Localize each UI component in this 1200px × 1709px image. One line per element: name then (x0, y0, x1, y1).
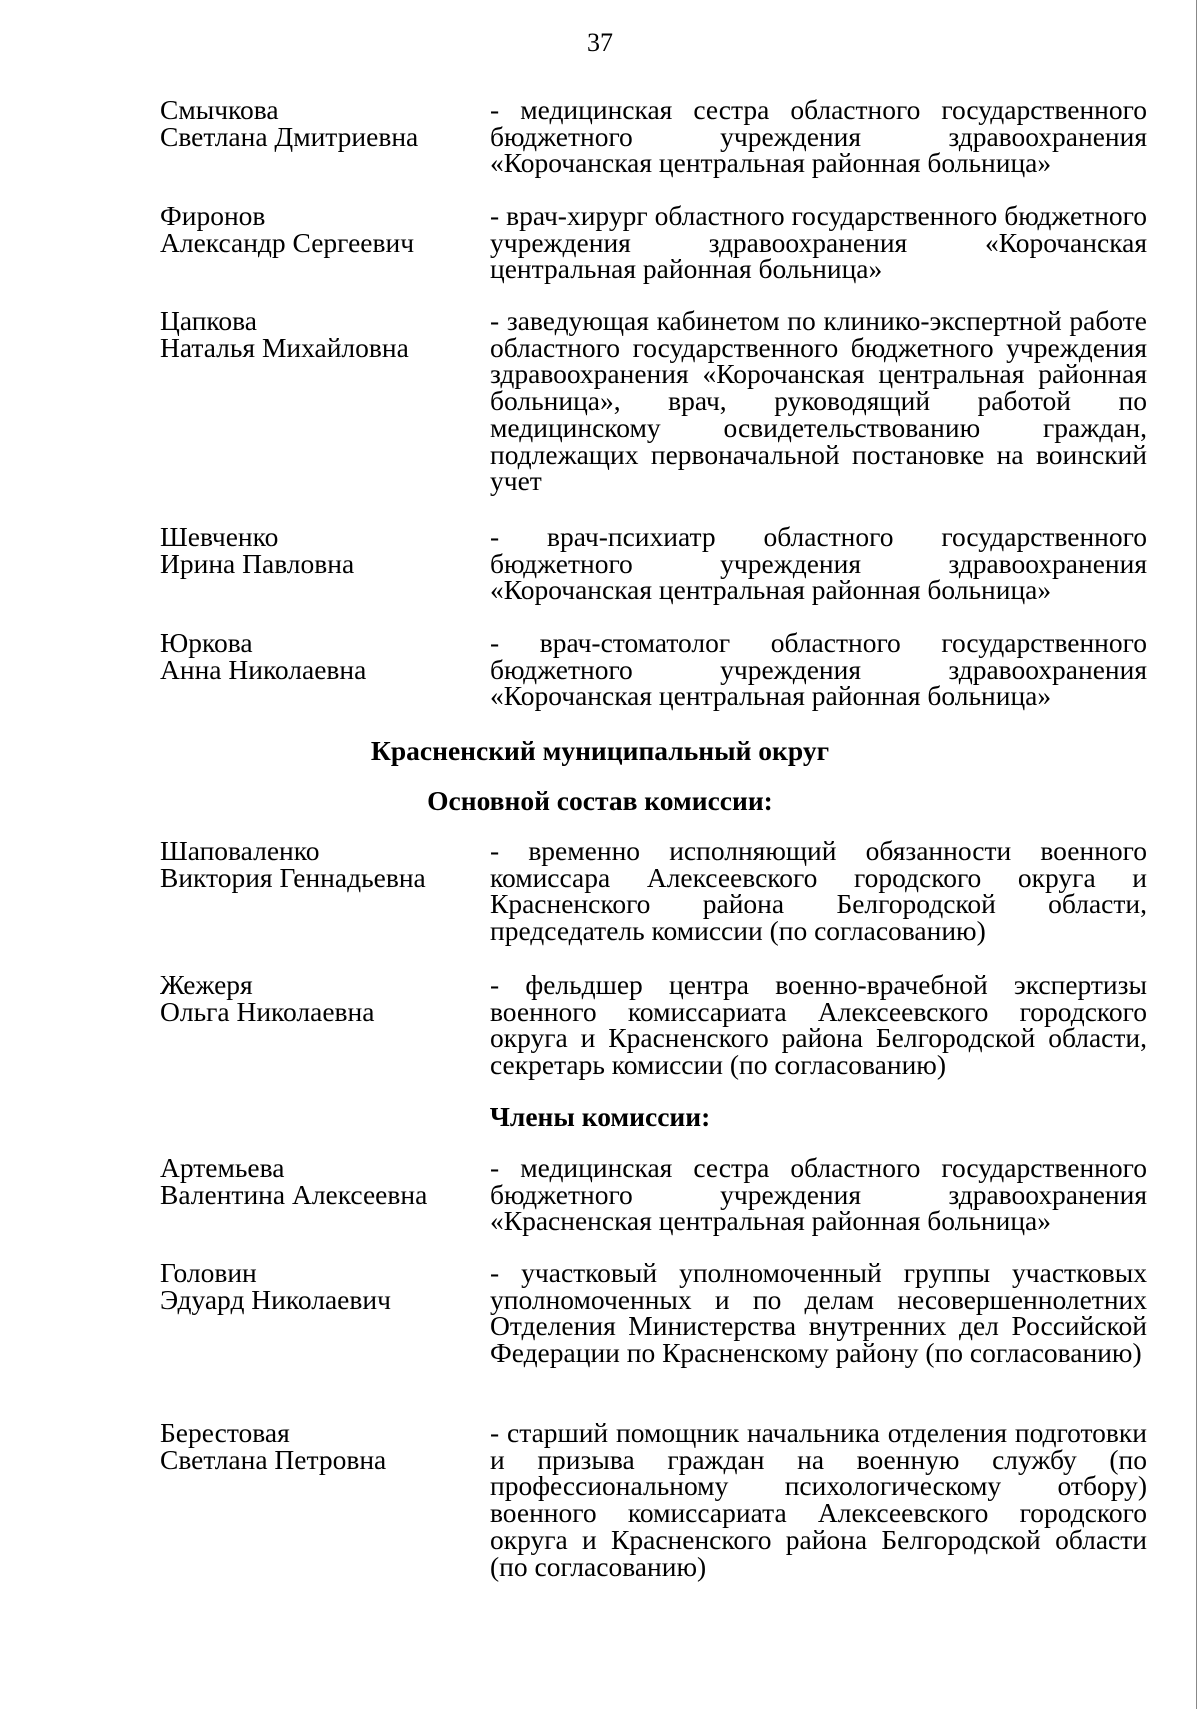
list-item (160, 969, 1150, 1081)
position-description: - заведующая кабинетом по клинико-экспертной работе областного государственного бюджетного учреждения здравоохранения «Корочанская центральная районная больница», врач, руководящий работой по медицинскому освидетельствованию граждан, подлежащих первоначальной постановке на воинский учет (490, 305, 1147, 497)
last-name: Берестовая (160, 1417, 290, 1448)
list-item (160, 94, 1150, 179)
position-description: - врач-психиатр областного государственного бюджетного учреждения здравоохранения «Корочанская центральная районная больница» (490, 521, 1147, 606)
position-description: - фельдшер центра военно-врачебной экспертизы военного комиссариата Алексеевского городского округа и Красненского района Белгородской области, секретарь комиссии (по согласованию) (490, 969, 1147, 1081)
list-item (160, 627, 1150, 712)
last-name: Юркова (160, 627, 253, 658)
first-names: Виктория Геннадьевна (160, 861, 426, 893)
last-name: Фиронов (160, 200, 266, 231)
list-item (160, 200, 1150, 285)
list-item (160, 521, 1150, 606)
last-name: Головин (160, 1257, 257, 1288)
list-item (160, 1257, 1150, 1369)
person-name (160, 1417, 490, 1580)
page-number: 37 (587, 28, 613, 57)
main-composition-heading: Основной состав комиссии: (427, 785, 773, 816)
list-item (160, 835, 1150, 947)
person-name (160, 835, 490, 945)
list-item (160, 1417, 1150, 1582)
first-names: Ольга Николаевна (160, 995, 375, 1027)
person-name (160, 969, 490, 1079)
first-names: Ирина Павловна (160, 547, 355, 579)
first-names: Александр Сергеевич (160, 226, 415, 258)
last-name: Цапкова (160, 305, 257, 336)
person-name (160, 521, 490, 604)
position-description: - старший помощник начальника отделения подготовки и призыва граждан на военную службу (по профессиональному психологическому отбору) военного комиссариата Алексеевского городского округа и Красненского района Белгородской области (по согласованию) (490, 1417, 1147, 1582)
first-names: Валентина Алексеевна (160, 1178, 428, 1210)
person-name (160, 200, 490, 283)
position-description: - врач-стоматолог областного государственного бюджетного учреждения здравоохранения «Корочанская центральная районная больница» (490, 627, 1147, 712)
first-names: Анна Николаевна (160, 653, 367, 685)
last-name: Шаповаленко (160, 835, 320, 866)
position-description: - медицинская сестра областного государственного бюджетного учреждения здравоохранения «Корочанская центральная районная больница» (490, 94, 1147, 179)
list-item (160, 305, 1150, 497)
last-name: Шевченко (160, 521, 279, 552)
person-name (160, 1257, 490, 1367)
section-heading: Красненский муниципальный округ (370, 735, 830, 766)
person-name (160, 627, 490, 710)
members-heading: Члены комиссии: (489, 1101, 711, 1132)
last-name: Артемьева (160, 1152, 285, 1183)
last-name: Смычкова (160, 94, 279, 125)
first-names: Наталья Михайловна (160, 331, 409, 363)
position-description: - медицинская сестра областного государственного бюджетного учреждения здравоохранения «Красненская центральная районная больница» (490, 1152, 1147, 1237)
list-item (160, 1152, 1150, 1237)
position-description: - временно исполняющий обязанности военного комиссара Алексеевского городского округа и Красненского района Белгородской области, председатель комиссии (по согласованию) (490, 835, 1147, 947)
person-name (160, 1152, 490, 1235)
person-name (160, 305, 490, 495)
last-name: Жежеря (160, 969, 253, 1000)
first-names: Светлана Дмитриевна (160, 120, 419, 152)
position-description: - врач-хирург областного государственного бюджетного учреждения здравоохранения «Корочанская центральная районная больница» (490, 200, 1147, 285)
position-description: - участковый уполномоченный группы участковых уполномоченных и по делам несовершеннолетних Отделения Министерства внутренних дел Российской Федерации по Красненскому району (по согласованию) (490, 1257, 1147, 1369)
scan-edge-line (1196, 0, 1197, 1709)
person-name (160, 94, 490, 177)
first-names: Светлана Петровна (160, 1443, 387, 1475)
first-names: Эдуард Николаевич (160, 1283, 391, 1315)
